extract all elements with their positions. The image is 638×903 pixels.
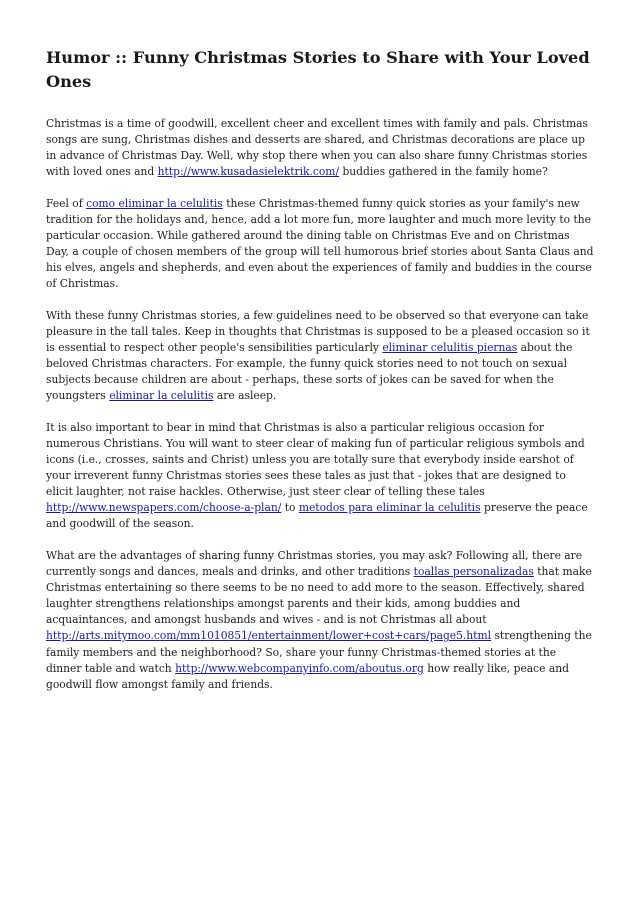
link-toallas-personalizadas[interactable]: toallas personalizadas bbox=[413, 564, 534, 578]
link-newspapers[interactable]: http://www.newspapers.com/choose-a-plan/ bbox=[46, 501, 282, 515]
text: that make Christmas entertaining so there seems to be no need to add more to the season. Effectively, shared laughter strengthens relationships amongst parents and their kids, among buddies and acquaintances, and amongst husbands and wives - and is not Christmas all about bbox=[46, 564, 592, 627]
text: What are the advantages of sharing funny Christmas stories, you may ask? Following all, there are currently songs and dances, meals and drinks, and other traditions bbox=[46, 548, 583, 578]
text: It is also important to bear in mind that Christmas is also a particular religious occasion for numerous Christians. You will want to steer clear of making fun of particular religious symbols and icons (i.e., crosses, saints and Christ) unless you are totally sure that everybody inside earshot of your irreverent funny Christmas stories sees these tales as just that - jokes that are designed to elicit laughter, not raise hackles. Otherwise, just steer clear of telling these tales bbox=[46, 420, 585, 499]
paragraph-5 bbox=[46, 548, 594, 693]
text: Christmas is a time of goodwill, excellent cheer and excellent times with family and pals. Christmas songs are sung, Christmas dishes and desserts are shared, and Christmas decorations are place up in advance of Christmas Day. Well, why stop there when you can also share funny Christmas stories with loved ones and bbox=[46, 117, 588, 179]
paragraph-2 bbox=[46, 196, 594, 293]
link-eliminar-celulitis-piernas[interactable]: eliminar celulitis piernas bbox=[382, 340, 518, 354]
text: buddies gathered in the family home? bbox=[339, 165, 548, 179]
text: strengthening the family members and the neighborhood? So, share your funny Christmas-themed stories at the dinner table and watch bbox=[46, 629, 592, 675]
text: about the beloved Christmas characters. For example, the funny quick stories need to not touch on sexual subjects because children are about - perhaps, these sorts of jokes can be saved for when the youngsters bbox=[46, 340, 573, 403]
text: With these funny Christmas stories, a few guidelines need to be observed so that everyone can take pleasure in the tall tales. Keep in thoughts that Christmas is supposed to be a pleased occasion so it is essential to respect other people's sensibilities particularly bbox=[46, 308, 590, 354]
paragraph-4 bbox=[46, 420, 594, 533]
text: to bbox=[281, 501, 299, 515]
link-webcompanyinfo[interactable]: http://www.webcompanyinfo.com/aboutus.org bbox=[175, 661, 424, 675]
text: are asleep. bbox=[213, 389, 277, 403]
link-kusadasielektrik[interactable]: http://www.kusadasielektrik.com/ bbox=[157, 165, 340, 179]
text: these Christmas-themed funny quick stories as your family's new tradition for the holidays and, hence, add a lot more fun, more laughter and much more levity to the particular occasion. While gathered around the dining table on Christmas Eve and on Christmas Day, a couple of chosen members of the group will tell humorous brief stories about Santa Claus and his elves, angels and shepherds, and even about the experiences of family and buddies in the course of Christmas. bbox=[46, 196, 594, 291]
document-page bbox=[46, 46, 594, 708]
text: preserve the peace and goodwill of the season. bbox=[46, 501, 588, 531]
text: Feel of bbox=[46, 196, 87, 210]
link-metodos-para-eliminar-la-celulitis[interactable]: metodos para eliminar la celulitis bbox=[298, 501, 481, 515]
text: how really like, peace and goodwill flow amongst family and friends. bbox=[46, 661, 569, 691]
paragraph-1 bbox=[46, 116, 594, 181]
link-como-eliminar-la-celulitis[interactable]: como eliminar la celulitis bbox=[86, 196, 223, 210]
page-title: Humor :: Funny Christmas Stories to Share with Your Loved Ones bbox=[46, 48, 590, 91]
link-mitymoo[interactable]: http://arts.mitymoo.com/mm1010851/entertainment/lower+cost+cars/page5.html bbox=[46, 629, 492, 643]
paragraph-3 bbox=[46, 308, 594, 405]
link-eliminar-la-celulitis[interactable]: eliminar la celulitis bbox=[109, 389, 214, 403]
